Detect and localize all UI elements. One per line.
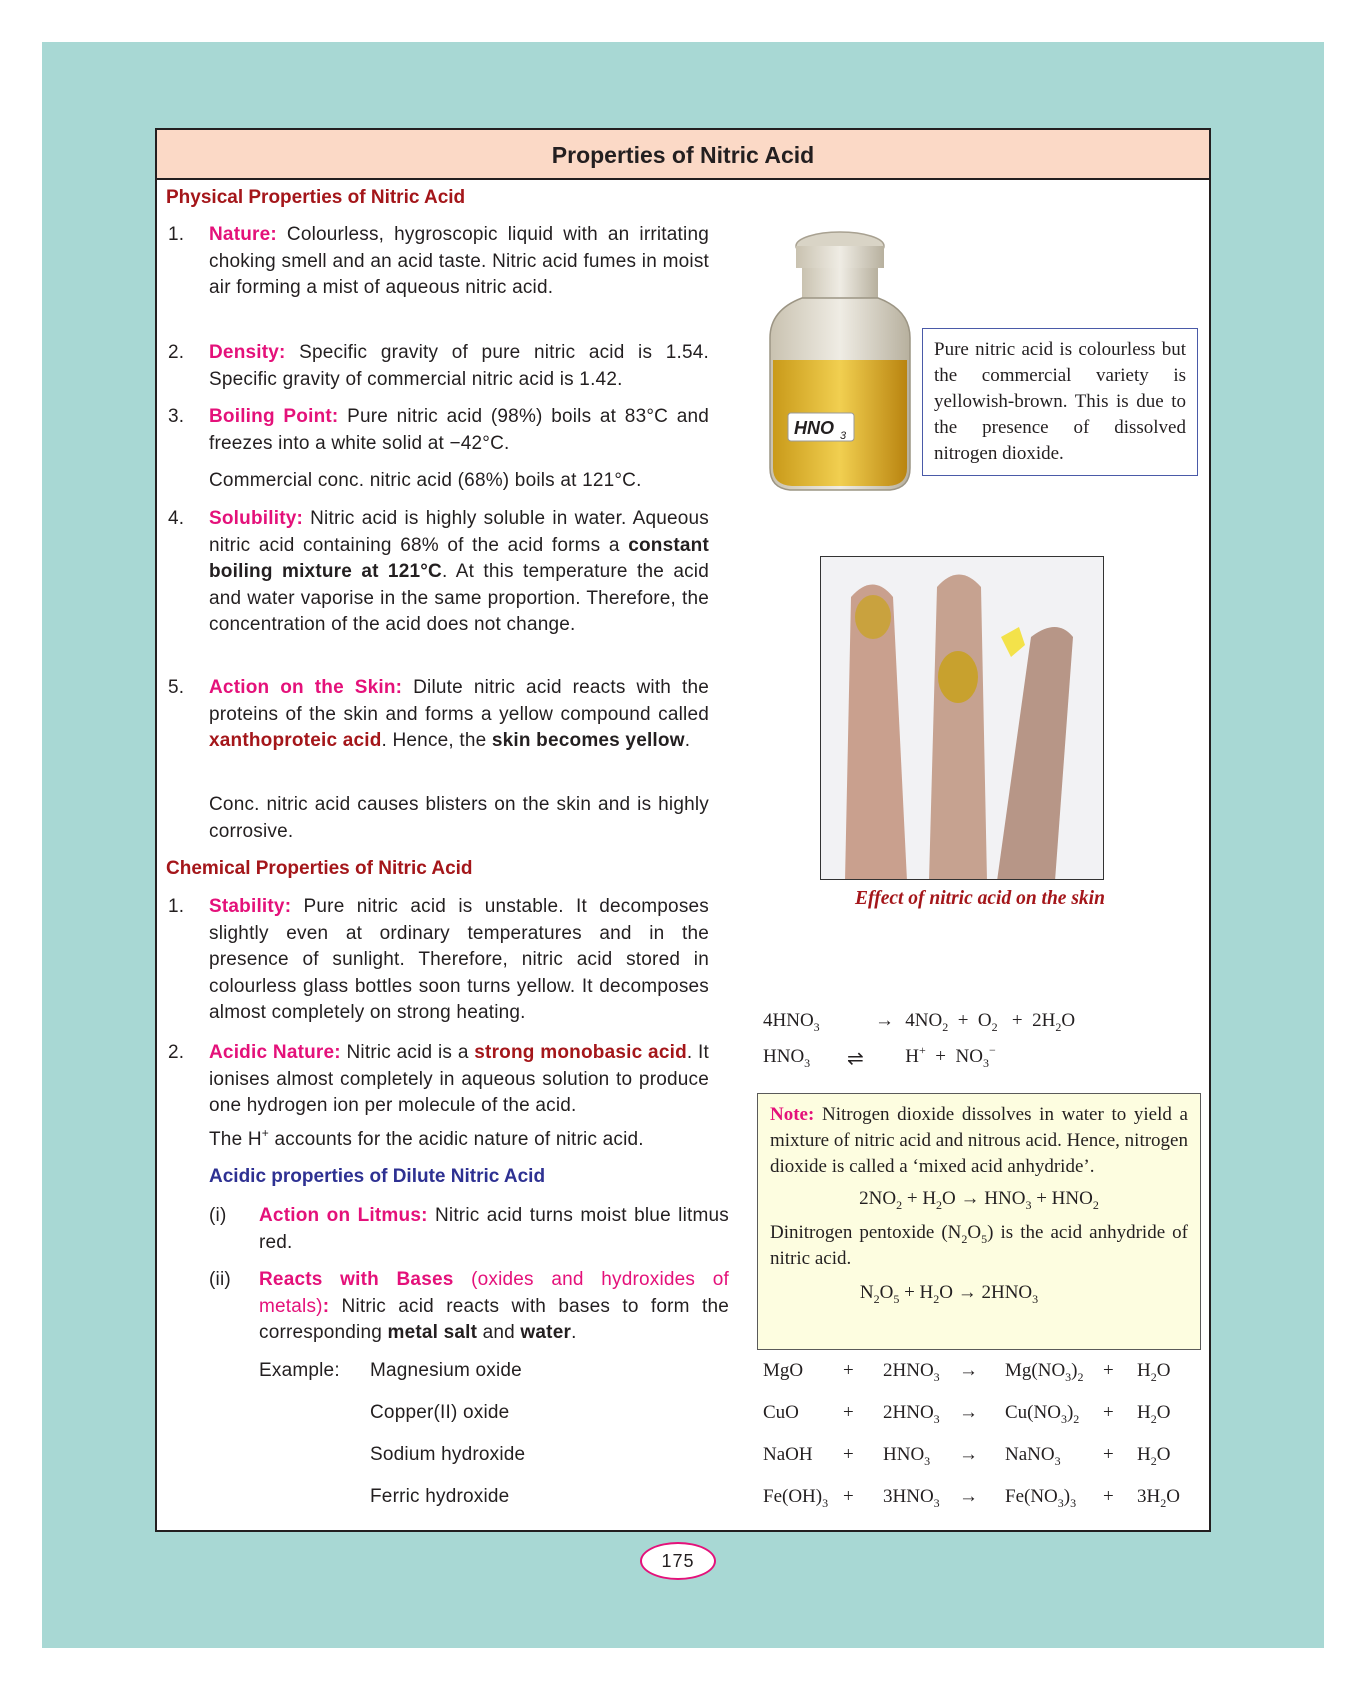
list-item: [168, 404, 728, 458]
dilute-acid-subheading: Acidic properties of Dilute Nitric Acid: [209, 1166, 546, 1187]
note-box: [757, 1093, 1201, 1350]
item-number: 2.: [168, 1042, 185, 1063]
item-number: 3.: [168, 406, 185, 427]
page-title: Properties of Nitric Acid: [157, 130, 1209, 180]
item-text: Specific gravity of pure nitric acid is 1.54. Specific gravity of commercial nitric acid is 1.42.: [209, 342, 709, 390]
list-item: [168, 506, 728, 666]
item-text: Nitric acid reacts with bases to form the corresponding: [259, 1295, 729, 1343]
decomposition-equations: [763, 1010, 1203, 1080]
reaction-row: NaOH + $HNO_3$ → NaNO$_3$ + $H_2O$: [763, 1444, 1171, 1468]
item-text: Nitric acid turns moist blue litmus red.: [259, 1205, 729, 1253]
item-bold-text: metal salt: [387, 1322, 478, 1343]
list-item: [168, 894, 728, 1030]
note-equation-2: $N_2O_5 + H_2O \to 2HNO_3$: [859, 1282, 1039, 1306]
item-text-cont: . Hence, the: [381, 730, 492, 751]
svg-text:3: 3: [840, 430, 847, 442]
item-text-cont: . It ionises almost completely in aqueous solution to produce one hydrogen ion per molecule of the acid.: [209, 1042, 709, 1116]
item-bold-text-2: water: [520, 1322, 572, 1343]
example-label: Example:: [259, 1360, 340, 1381]
page-number: 175: [640, 1542, 716, 1580]
list-item: [168, 340, 728, 394]
example-item: Ferric hydroxide: [370, 1486, 510, 1507]
list-item: [168, 222, 728, 328]
item-number: (i): [209, 1205, 227, 1226]
item-text-end: .: [571, 1322, 577, 1343]
chemical-properties-heading: Chemical Properties of Nitric Acid: [166, 858, 473, 879]
nitric-acid-bottle-image: [760, 228, 920, 498]
reaction-row: $Fe(OH)_3$ + $3HNO_3$ → $Fe(NO_3)_3$ + $3H_2O$: [763, 1486, 1180, 1510]
item-text-cont: and: [477, 1322, 521, 1343]
item-number: (ii): [209, 1269, 231, 1290]
item-number: 2.: [168, 342, 185, 363]
item-red-text: strong monobasic acid: [474, 1042, 687, 1063]
item-number: 1.: [168, 896, 185, 917]
list-item: [168, 675, 728, 781]
item-number: 5.: [168, 677, 185, 698]
item-label: Reacts with Bases: [259, 1269, 454, 1290]
example-item: Magnesium oxide: [370, 1360, 522, 1381]
item-text-end: .: [684, 730, 691, 751]
item-text: Nitric acid is highly soluble in water. Aqueous nitric acid containing 68% of the acid forms a: [209, 508, 709, 556]
item-label: Action on Litmus:: [259, 1205, 428, 1226]
item-text: Colourless, hygroscopic liquid with an irritating choking smell and an acid taste. Nitric acid fumes in moist air forming a mist of aqueous nitric acid.: [209, 224, 709, 298]
decomposition-equation: $4HNO_3$ → $4NO_2 + O_2 + 2H_2O$: [763, 1010, 1076, 1034]
item-text: Pure nitric acid is unstable. It decomposes slightly even at ordinary temperatures and in the presence of sunlight. Therefore, nitric acid stored in colourless glass bottles soon turns yellow. It decomposes almost completely on strong heating.: [209, 896, 709, 1023]
item-number: 4.: [168, 508, 185, 529]
hplus-pre: The H: [209, 1129, 262, 1150]
conc-acid-note: Conc. nitric acid causes blisters on the skin and is highly corrosive.: [209, 794, 709, 842]
item-label: Acidic Nature:: [209, 1042, 341, 1063]
item-label: Action on the Skin:: [209, 677, 403, 698]
item-label: Solubility:: [209, 508, 304, 529]
item-label: Density:: [209, 342, 286, 363]
reaction-row: MgO + $2HNO_3$ → $Mg(NO_3)_2$ + $H_2O$: [763, 1360, 1171, 1384]
item-text: Dilute nitric acid reacts with the proteins of the skin and forms a yellow compound called: [209, 677, 709, 725]
ionisation-equation: $HNO_3$ ⇌ $H^+ + NO_3^-$: [763, 1043, 996, 1070]
item-number: 1.: [168, 224, 185, 245]
reaction-row: CuO + $2HNO_3$ → $Cu(NO_3)_2$ + $H_2O$: [763, 1402, 1171, 1426]
item-label: Stability:: [209, 896, 292, 917]
skin-figure-caption: Effect of nitric acid on the skin: [855, 888, 1105, 909]
example-item: Copper(II) oxide: [370, 1402, 510, 1423]
note-equation-1: $2NO_2 + H_2O \to HNO_3 + HNO_2$: [859, 1188, 1099, 1212]
bottle-caption: Pure nitric acid is colourless but the commercial variety is yellowish-brown. This is due to the presence of dissolved nitrogen dioxide.: [922, 328, 1198, 476]
example-item: Sodium hydroxide: [370, 1444, 526, 1465]
bottle-label-text: HNO: [794, 418, 834, 438]
hplus-note: [209, 1127, 709, 1154]
skin-effect-photo: [820, 556, 1104, 880]
hplus-sup: +: [261, 1126, 269, 1140]
physical-properties-heading: Physical Properties of Nitric Acid: [166, 187, 466, 208]
item-label: Nature:: [209, 224, 277, 245]
item-text-cont: . At this temperature the acid and water vaporise in the same proportion. Therefore, the concentration of the acid does not change.: [209, 561, 709, 635]
item-label: Boiling Point:: [209, 406, 339, 427]
list-item: [168, 1040, 728, 1120]
list-item: [209, 1203, 729, 1257]
hplus-post: accounts for the acidic nature of nitric acid.: [268, 1129, 644, 1150]
note-text-2: Dinitrogen pentoxide $(N_2O_5)$ is the acid anhydride of nitric acid.: [770, 1222, 1189, 1269]
note-label: Note:: [770, 1104, 815, 1125]
note-text-1: Nitrogen dioxide dissolves in water to yield a mixture of nitric acid and nitrous acid. Hence, nitrogen dioxide is called a ‘mixed acid anhydride’.: [770, 1104, 1188, 1177]
item-colon: :: [322, 1295, 330, 1317]
commercial-boiling-note: Commercial conc. nitric acid (68%) boils at 121°C.: [209, 470, 642, 491]
item-text: Pure nitric acid (98%) boils at 83°C and freezes into a white solid at −42°C.: [209, 406, 709, 454]
list-item: [209, 1267, 729, 1347]
item-red-text: xanthoproteic acid: [209, 730, 382, 751]
item-paren: (oxides and hydroxides of metals): [259, 1269, 729, 1317]
base-reactions: [763, 1360, 1203, 1530]
item-text: Nitric acid is a: [340, 1042, 475, 1063]
item-bold-text: constant boiling mixture at 121°C: [209, 534, 709, 582]
item-bold-text: skin becomes yellow: [491, 730, 685, 751]
note-text: [770, 1102, 1188, 1180]
